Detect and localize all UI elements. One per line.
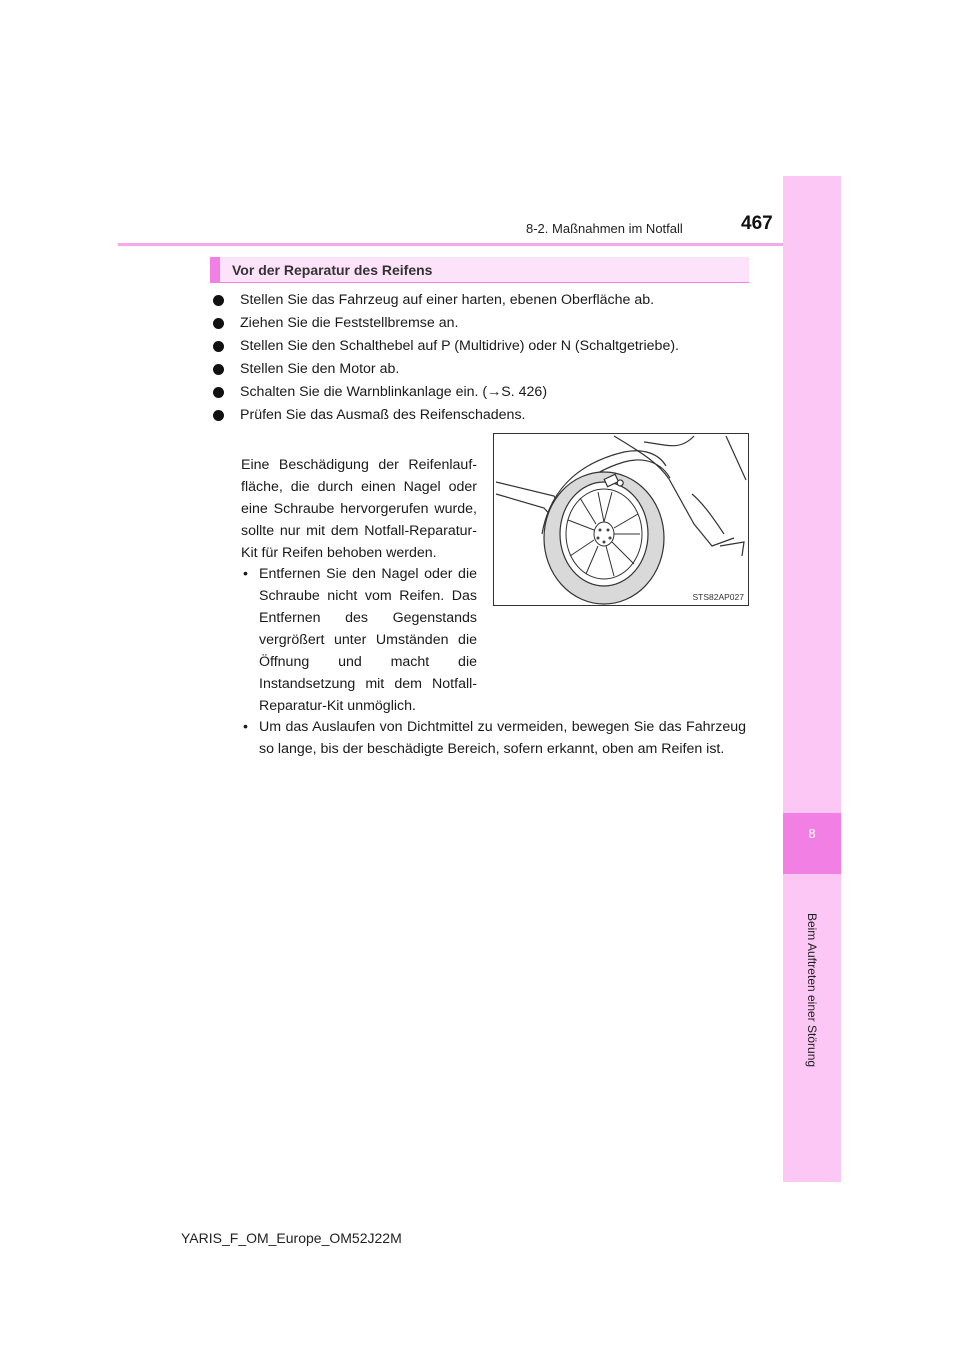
bullet-icon: [213, 387, 224, 398]
bullet-icon: [213, 364, 224, 375]
list-item: Ziehen Sie die Feststellbremse an.: [212, 312, 752, 335]
sub-bullet-item: • Um das Auslaufen von Dichtmittel zu vermeiden, bewegen Sie das Fahrzeug so lange, bis der beschädigte Bereich, sofern erkannt, oben am Reifen ist.: [241, 716, 746, 760]
section-title: Vor der Reparatur des Reifens: [232, 262, 433, 278]
sub-bullet-icon: •: [243, 719, 248, 735]
sub-bullet-item: • Entfernen Sie den Nagel oder die Schraube nicht vom Reifen. Das Entfernen des Gegenstands vergrößert unter Umständen die Öffnung und macht die Instandsetzung mit dem Notfall-Reparatur-Kit unmöglich.: [241, 563, 477, 717]
bullet-icon: [213, 295, 224, 306]
header-section-title: 8-2. Maßnahmen im Notfall: [526, 221, 683, 236]
chapter-tab-marker: [783, 813, 841, 874]
document-id: YARIS_F_OM_Europe_OM52J22M: [181, 1230, 402, 1246]
list-item: Stellen Sie den Schalthebel auf P (Multidrive) oder N (Schaltgetriebe).: [212, 335, 752, 358]
figure-code: STS82AP027: [692, 592, 744, 602]
car-wheel-drawing: [494, 434, 748, 605]
section-heading-box: [210, 257, 749, 283]
list-item: Stellen Sie das Fahrzeug auf einer harten, ebenen Oberfläche ab.: [212, 289, 752, 312]
damage-paragraph: Eine Beschädigung der Reifenlauffläche, die durch einen Nagel oder eine Schraube hervorgerufen wurde, sollte nur mit dem Notfall-Reparatur-Kit für Reifen behoben werden.: [241, 457, 477, 561]
bullet-icon: [213, 341, 224, 352]
sub-bullet-icon: •: [243, 566, 248, 582]
tire-illustration: [493, 433, 749, 606]
bullet-icon: [213, 318, 224, 329]
chapter-number: 8: [808, 826, 816, 841]
chapter-title: Beim Auftreten einer Störung: [805, 912, 819, 1068]
list-item: Prüfen Sie das Ausmaß des Reifenschadens.: [212, 404, 752, 427]
list-item: Schalten Sie die Warnblinkanlage ein. (→S. 426): [212, 381, 752, 404]
bullet-list: [212, 289, 752, 427]
page-number: 467: [741, 213, 773, 234]
header-divider: [118, 243, 783, 246]
bullet-icon: [213, 410, 224, 421]
list-item: Stellen Sie den Motor ab.: [212, 358, 752, 381]
